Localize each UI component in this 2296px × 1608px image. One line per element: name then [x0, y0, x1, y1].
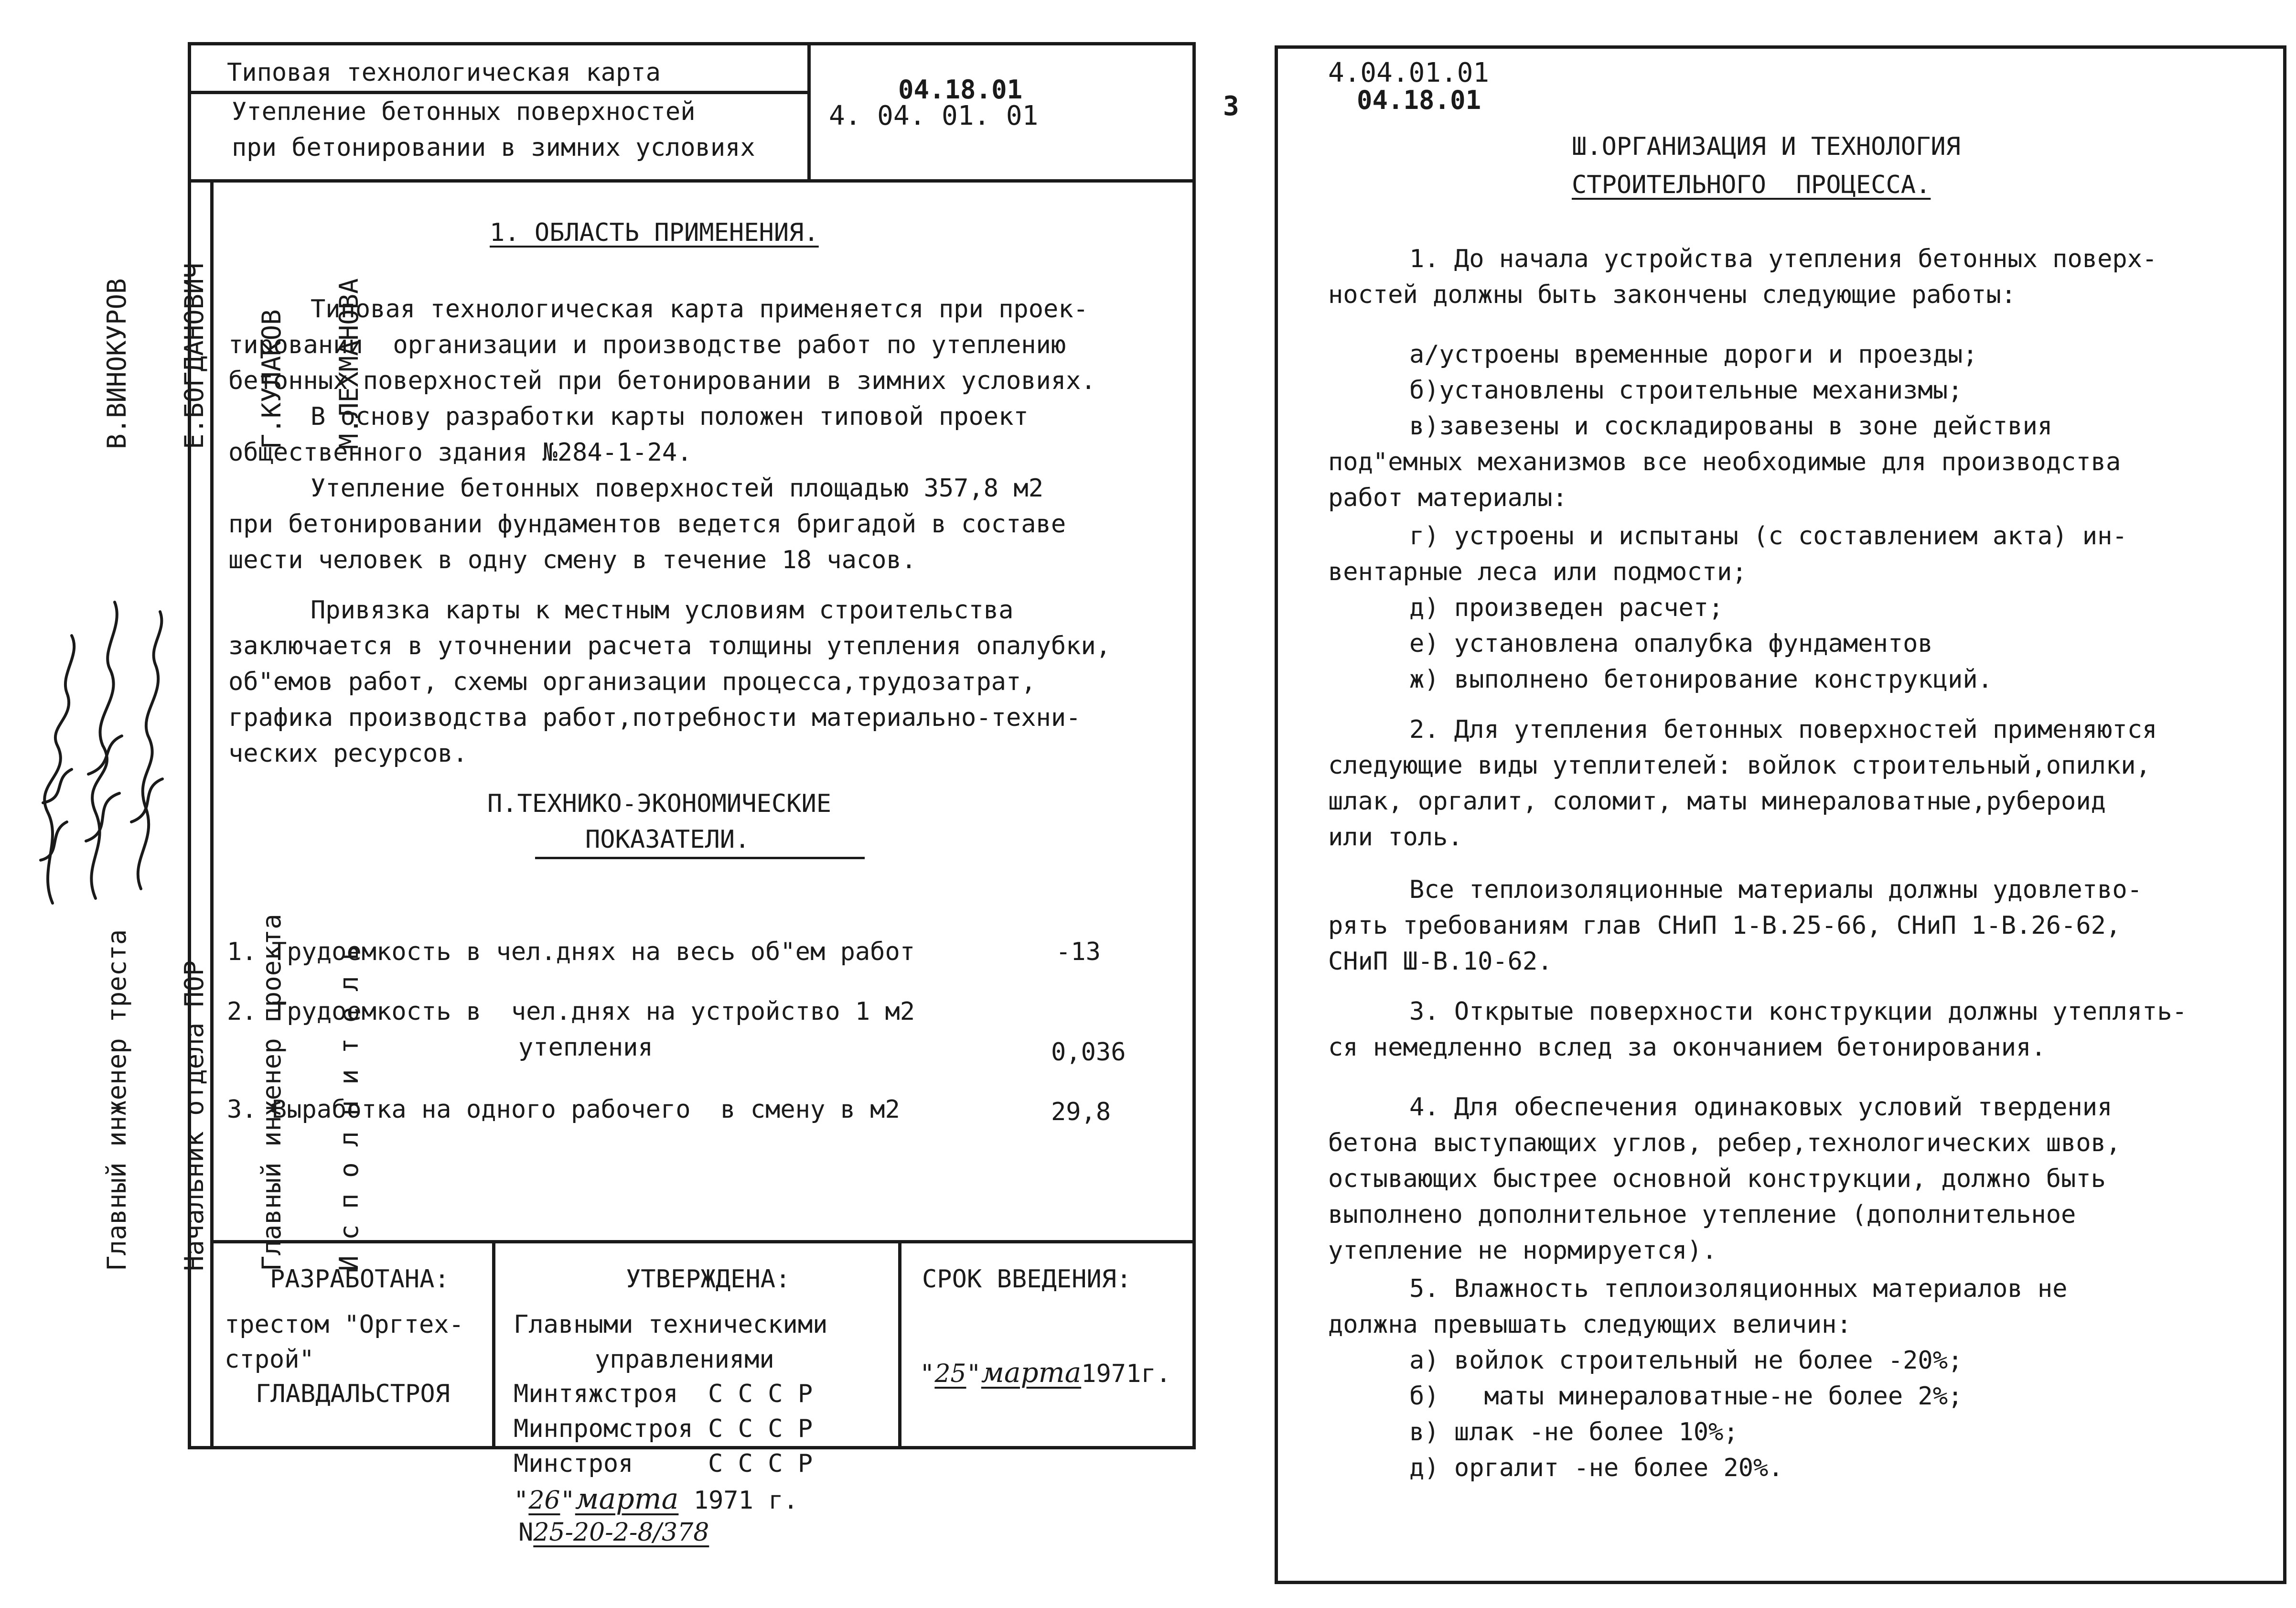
section-3-line: СНиП Ш-В.10-62. — [1328, 947, 1553, 976]
section-3-line: 1. До начала устройства утепления бетонных поверх- — [1409, 245, 2157, 273]
section-3-line: бетона выступающих углов, ребер,технологических швов, — [1328, 1129, 2121, 1157]
section-1-line: Утепление бетонных поверхностей площадью 357,8 м2 — [311, 474, 1044, 503]
section-1-line: общественного здания №284-1-24. — [228, 438, 692, 467]
section-1-line: Типовая технологическая карта применяется при проек- — [311, 295, 1088, 324]
section-3-line: е) установлена опалубка фундаментов — [1409, 629, 1933, 658]
section-1-line: В основу разработки карты положен типовой проект — [311, 402, 1029, 431]
header-code: 4. 04. 01. 01 — [829, 100, 1039, 131]
section-3-line: остывающих быстрее основной конструкции, должно быть — [1328, 1165, 2106, 1193]
right-code-2-handwritten: 04.18.01 — [1357, 85, 1481, 115]
approved-title: УТВЕРЖДЕНА: — [626, 1265, 791, 1294]
approved-line: Главными техническими — [514, 1310, 828, 1339]
footer-divider-2 — [898, 1240, 901, 1449]
section-3-line: шлак, оргалит, соломит, маты минераловатные,рубероид — [1328, 787, 2106, 816]
section-2-underline — [535, 857, 865, 859]
header-code-divider — [807, 42, 811, 181]
section-3-line: в)завезены и соскладированы в зоне действия — [1409, 412, 2053, 441]
effective-date-year: 1971г. — [1081, 1360, 1171, 1388]
sidebar-roles — [53, 914, 388, 1271]
section-3-line: 2. Для утепления бетонных поверхностей применяются — [1409, 715, 2157, 744]
section-1-heading: 1. ОБЛАСТЬ ПРИМЕНЕНИЯ. — [490, 218, 819, 247]
signature-2-stroke — [91, 602, 117, 898]
section-3-line: следующие виды утеплителей: войлок строительный,опилки, — [1328, 751, 2151, 780]
section-3-line: 5. Влажность теплоизоляционных материалов не — [1409, 1274, 2068, 1303]
right-code-1: 4.04.01.01 — [1328, 57, 1490, 88]
effective-date-title: СРОК ВВЕДЕНИЯ: — [922, 1265, 1132, 1294]
approval-date-day: 26 — [528, 1486, 560, 1515]
section-3-line: ж) выполнено бетонирование конструкций. — [1409, 665, 1993, 694]
section-3-line: утепление не нормируется). — [1328, 1236, 1717, 1265]
section-1-line: графика производства работ,потребности материально-техни- — [228, 703, 1081, 732]
section-1-line: бетонных поверхностей при бетонировании в зимних условиях. — [228, 367, 1096, 395]
section-1-line: при бетонировании фундаментов ведется бригадой в составе — [228, 510, 1066, 539]
section-3-line: ся немедленно вслед за окончанием бетонирования. — [1328, 1033, 2046, 1062]
section-3-line: ностей должны быть закончены следующие работы: — [1328, 281, 2017, 309]
signatures-image — [19, 573, 177, 908]
sidebar-name: М.ЛЕХМАНОВА — [334, 278, 364, 449]
approval-date — [514, 1481, 798, 1519]
section-3-line: рять требованиям глав СНиП 1-В.25-66, СНиП 1-В.26-62, — [1328, 911, 2121, 940]
approved-line: управлениями — [595, 1345, 774, 1374]
approved-line: Минтяжстроя С С С Р — [514, 1380, 813, 1408]
section-3-line: под"емных механизмов все необходимые для производства — [1328, 448, 2121, 476]
developed-by-line: ГЛАВДАЛЬСТРОЯ — [256, 1380, 450, 1408]
section-3-line: д) оргалит -не более 20%. — [1409, 1454, 1783, 1482]
section-1-line: об"емов работ, схемы организации процесса,трудозатрат, — [228, 668, 1036, 696]
section-1-line: шести человек в одну смену в течение 18 часов. — [228, 546, 917, 574]
section-3-line: а) войлок строительный не более -20%; — [1409, 1346, 1963, 1375]
approved-line: Минстроя С С С Р — [514, 1449, 813, 1478]
approved-line: Минпромстроя С С С Р — [514, 1414, 813, 1443]
approval-date-quote-close: " — [560, 1486, 575, 1515]
signature-2-flourish — [86, 736, 122, 841]
footer-divider-1 — [492, 1240, 495, 1449]
section-3-heading-1: Ш.ОРГАНИЗАЦИЯ И ТЕХНОЛОГИЯ — [1572, 132, 1961, 161]
indicator-3-value: 29,8 — [1051, 1098, 1111, 1126]
approval-date-month: марта — [575, 1482, 679, 1516]
section-3-line: а/устроены временные дороги и проезды; — [1409, 340, 1978, 369]
approval-date-year: 1971 г. — [678, 1486, 798, 1515]
developed-by-title: РАЗРАБОТАНА: — [270, 1265, 450, 1294]
header-code-handwritten: 04.18.01 — [898, 75, 1023, 105]
sidebar-role: Главный инженер треста — [102, 929, 132, 1271]
effective-date-quote-close: " — [966, 1360, 981, 1388]
effective-date-quote-open: " — [920, 1360, 935, 1388]
section-3-line: или толь. — [1328, 823, 1463, 852]
section-1-line: ческих ресурсов. — [228, 739, 468, 768]
developed-by-line: трестом "Оргтех- — [225, 1310, 464, 1339]
page-number: 3 — [1223, 91, 1239, 122]
section-3-line: 3. Открытые поверхности конструкции должны утеплять- — [1409, 997, 2187, 1026]
developed-by-line: строй" — [225, 1345, 314, 1374]
section-2-heading-1: П.ТЕХНИКО-ЭКОНОМИЧЕСКИЕ — [487, 789, 832, 818]
signature-1-flourish — [41, 769, 72, 860]
approval-number-prefix: N — [518, 1518, 534, 1547]
section-1-line: тировании организации и производстве работ по утеплению — [228, 331, 1066, 359]
section-3-line: г) устроены и испытаны (с составлением акта) ин- — [1409, 522, 2127, 550]
section-3-line: работ материалы: — [1328, 484, 1567, 512]
approval-number — [518, 1515, 709, 1551]
sidebar-role: И с п о л н и т е л ь — [334, 945, 364, 1271]
section-2-heading-2: ПОКАЗАТЕЛИ. — [585, 825, 750, 854]
section-3-line: д) произведен расчет; — [1409, 594, 1724, 622]
sidebar-name: Е.БОГДАНОВИЧ — [179, 262, 209, 449]
indicator-3-text: 3. Выработка на одного рабочего в смену в м2 — [227, 1095, 900, 1124]
section-3-line: в) шлак -не более 10%; — [1409, 1418, 1738, 1446]
effective-date-month: марта — [981, 1356, 1082, 1389]
sidebar-name: Г.КУЛАКОВ — [257, 309, 287, 449]
indicator-1-value: -13 — [1056, 938, 1101, 966]
header-subtitle-1: Утепление бетонных поверхностей — [232, 97, 696, 126]
section-1-line: Привязка карты к местным условиям строительства — [311, 596, 1014, 625]
effective-date — [920, 1355, 1171, 1392]
indicator-2-text: 2. Трудоемкость в чел.днях на устройство 1 м2 — [227, 997, 915, 1026]
header-bottom-border — [188, 179, 1196, 183]
section-1-line: заключается в уточнении расчета толщины утепления опалубки, — [228, 632, 1111, 660]
section-3-heading-2: СТРОИТЕЛЬНОГО ПРОЦЕССА. — [1572, 171, 1931, 199]
section-3-line: выполнено дополнительное утепление (дополнительное — [1328, 1200, 2076, 1229]
indicator-2-text-cont: утепления — [518, 1033, 653, 1062]
section-3-line: должна превышать следующих величин: — [1328, 1310, 1852, 1339]
sidebar-role: Начальник отдела ПОР — [179, 960, 209, 1271]
signature-3-stroke — [138, 612, 162, 889]
indicator-1-text: 1. Трудоемкость в чел.днях на весь об"ем работ — [227, 938, 915, 966]
sidebar-name: В.ВИНОКУРОВ — [102, 278, 132, 449]
approval-number-value: 25-20-2-8/378 — [533, 1518, 709, 1547]
section-3-line: б) маты минераловатные-не более 2%; — [1409, 1382, 1963, 1411]
effective-date-day: 25 — [934, 1360, 966, 1388]
sidebar-names — [53, 263, 388, 449]
sidebar-role: Главный инженер проекта — [257, 914, 287, 1271]
section-3-line: б)установлены строительные механизмы; — [1409, 376, 1963, 405]
section-3-line: Все теплоизоляционные материалы должны удовлетво- — [1409, 875, 2143, 904]
section-3-line: 4. Для обеспечения одинаковых условий твердения — [1409, 1093, 2113, 1122]
header-divider — [188, 91, 809, 94]
header-title: Типовая технологическая карта — [227, 58, 661, 87]
indicator-2-value: 0,036 — [1051, 1038, 1126, 1067]
header-subtitle-2: при бетонировании в зимних условиях — [232, 133, 755, 162]
approval-date-quote-open: " — [514, 1486, 529, 1515]
section-3-line: вентарные леса или подмости; — [1328, 558, 1747, 586]
